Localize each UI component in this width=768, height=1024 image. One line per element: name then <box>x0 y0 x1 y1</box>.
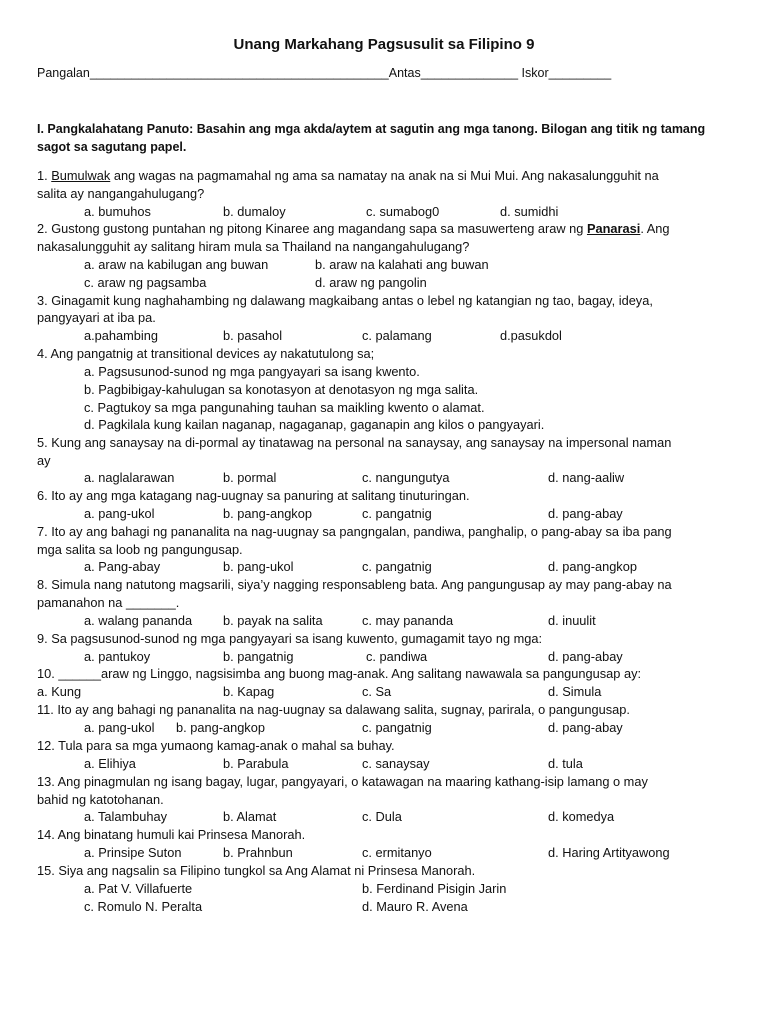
choice-a: a.pahambing <box>84 328 158 343</box>
choice-b: b. Kapag <box>223 684 275 699</box>
choice-c: c. nangungutya <box>362 470 450 485</box>
question-8: 8. Simula nang natutong magsarili, siya’y nagging responsableng bata. Ang pangungusap ay may pang-abay na <box>37 577 672 592</box>
underlined-word: Bumulwak <box>51 168 111 183</box>
choice-c: c. Sa <box>362 684 392 699</box>
choice-b: b. pasahol <box>223 328 283 343</box>
choice-a: a. Pang-abay <box>84 559 161 574</box>
question-14: 14. Ang binatang humuli kai Prinsesa Manorah. <box>37 827 306 842</box>
question-12: 12. Tula para sa mga yumaong kamag-anak o mahal sa buhay. <box>37 738 395 753</box>
choice-d: d. araw ng pangolin <box>315 275 427 290</box>
choice-b: b. Parabula <box>223 756 289 771</box>
section-blank[interactable]: ______________ <box>420 66 519 80</box>
question-text: ang wagas na pagmamahal ng ama sa namatay na anak na si Mui Mui. Ang nakasalungguhit na <box>110 168 659 183</box>
student-info-line <box>37 66 611 80</box>
choice-d: d. Pagkilala kung kailan naganap, nagaganap, gaganapin ang kilos o pangyayari. <box>84 417 545 432</box>
choice-c: c. pangatnig <box>362 559 432 574</box>
choice-c: c. sumabog0 <box>366 204 440 219</box>
choice-d: d. tula <box>548 756 583 771</box>
name-label: Pangalan <box>37 66 90 80</box>
choice-a: a. Pagsusunod-sunod ng mga pangyayari sa isang kwento. <box>84 364 420 379</box>
question-text-end: . Ang <box>640 221 670 236</box>
choice-b: b. Pagbibigay-kahulugan sa konotasyon at denotasyon ng mga salita. <box>84 382 479 397</box>
choice-c: c. pangatnig <box>362 720 432 735</box>
choice-d: d.pasukdol <box>500 328 562 343</box>
choice-a: a. naglalarawan <box>84 470 175 485</box>
choice-a: a. pang-ukol <box>84 720 155 735</box>
choice-b: b. pang-angkop <box>176 720 265 735</box>
question-3-line2: pangyayari at iba pa. <box>37 310 156 325</box>
choice-b: b. pang-ukol <box>223 559 294 574</box>
choice-d: d. sumidhi <box>500 204 559 219</box>
choice-a: a. Prinsipe Suton <box>84 845 182 860</box>
section-label: Antas <box>388 66 421 80</box>
choice-a: a. Pat V. Villafuerte <box>84 881 193 896</box>
choice-c: c. palamang <box>362 328 432 343</box>
choice-a: a. araw na kabilugan ang buwan <box>84 257 269 272</box>
question-1 <box>37 168 659 184</box>
choice-b: b. araw na kalahati ang buwan <box>315 257 489 272</box>
choice-b: b. pang-angkop <box>223 506 312 521</box>
choice-b: b. pangatnig <box>223 649 294 664</box>
choice-a: a. bumuhos <box>84 204 151 219</box>
question-8-line2: pamanahon na _______. <box>37 595 180 610</box>
question-3: 3. Ginagamit kung naghahambing ng dalawang magkaibang antas o lebel ng katangian ng tao, bagay, ideya, <box>37 293 653 308</box>
question-4: 4. Ang pangatnig at transitional devices ay nakatutulong sa; <box>37 346 375 361</box>
question-number: 1. <box>37 168 48 183</box>
choice-d: d. Haring Artityawong <box>548 845 670 860</box>
question-2 <box>37 221 670 237</box>
choice-b: b. Ferdinand Pisigin Jarin <box>362 881 507 896</box>
underlined-word: Panarasi <box>586 221 641 236</box>
choice-a: a. walang pananda <box>84 613 193 628</box>
choice-d: d. pang-abay <box>548 649 623 664</box>
score-blank[interactable]: _________ <box>548 66 612 80</box>
choice-c: c. may pananda <box>362 613 454 628</box>
question-2-line2: nakasalungguhit ay salitang hiram mula sa Thailand na nangangahulugang? <box>37 239 470 254</box>
choice-c: c. ermitanyo <box>362 845 432 860</box>
choice-d: d. inuulit <box>548 613 596 628</box>
choice-c: c. Pagtukoy sa mga pangunahing tauhan sa maikling kwento o alamat. <box>84 400 485 415</box>
question-11: 11. Ito ay ang bahagi ng pananalita na nag-uugnay sa dalawang salita, sugnay, parirala, o pangungusap. <box>37 702 630 717</box>
question-15: 15. Siya ang nagsalin sa Filipino tungkol sa Ang Alamat ni Prinsesa Manorah. <box>37 863 476 878</box>
choice-d: d. pang-angkop <box>548 559 637 574</box>
choice-c: c. pangatnig <box>362 506 432 521</box>
score-label: Iskor <box>521 66 549 80</box>
question-6: 6. Ito ay ang mga katagang nag-uugnay sa panuring at salitang tinuturingan. <box>37 488 470 503</box>
page-title: Unang Markahang Pagsusulit sa Filipino 9 <box>233 36 535 53</box>
question-text: 2. Gustong gustong puntahan ng pitong Kinaree ang magandang sapa sa masuwerteng araw ng <box>37 221 587 236</box>
choice-d: d. Mauro R. Avena <box>362 899 468 914</box>
question-5: 5. Kung ang sanaysay na di-pormal ay tinatawag na personal na sanaysay, ang sanaysay na impersonal naman <box>37 435 672 450</box>
choice-d: d. pang-abay <box>548 720 623 735</box>
choice-a: a. Kung <box>37 684 82 699</box>
choice-d: d. pang-abay <box>548 506 623 521</box>
choice-b: b. payak na salita <box>223 613 323 628</box>
choice-b: b. Alamat <box>223 809 277 824</box>
choice-a: a. Talambuhay <box>84 809 167 824</box>
instructions: I. Pangkalahatang Panuto: Basahin ang mga akda/aytem at sagutin ang mga tanong. Bilogan ang titik ng tamang sagot sa sagutang papel. <box>37 122 706 154</box>
question-7-line2: mga salita sa loob ng pangungusap. <box>37 542 243 557</box>
choice-c: c. pandiwa <box>366 649 428 664</box>
name-blank[interactable]: ___________________________________________ <box>89 66 389 80</box>
choice-d: d. nang-aaliw <box>548 470 625 485</box>
question-13-line2: bahid ng katotohanan. <box>37 792 164 807</box>
question-13: 13. Ang pinagmulan ng isang bagay, lugar, pangyayari, o katawagan na maaring kathang-isip lamang o may <box>37 774 648 789</box>
choice-c: c. Romulo N. Peralta <box>84 899 203 914</box>
question-7: 7. Ito ay ang bahagi ng pananalita na nag-uugnay sa pangngalan, pandiwa, panghalip, o pang-abay sa iba pang <box>37 524 672 539</box>
choice-c: c. Dula <box>362 809 402 824</box>
choice-d: d. Simula <box>548 684 602 699</box>
question-5-line2: ay <box>37 453 51 468</box>
question-9: 9. Sa pagsusunod-sunod ng mga pangyayari sa isang kuwento, gumagamit tayo ng mga: <box>37 631 543 646</box>
choice-d: d. komedya <box>548 809 615 824</box>
choice-b: b. Prahnbun <box>223 845 293 860</box>
choice-c: c. sanaysay <box>362 756 430 771</box>
choice-a: a. pantukoy <box>84 649 151 664</box>
choice-b: b. pormal <box>223 470 277 485</box>
choice-c: c. araw ng pagsamba <box>84 275 207 290</box>
choice-a: a. pang-ukol <box>84 506 155 521</box>
question-10: 10. ______araw ng Linggo, nagsisimba ang buong mag-anak. Ang salitang nawawala sa pangungusap ay: <box>37 666 642 681</box>
choice-a: a. Elihiya <box>84 756 136 771</box>
choice-b: b. dumaloy <box>223 204 286 219</box>
question-1-line2: salita ay nangangahulugang? <box>37 186 205 201</box>
